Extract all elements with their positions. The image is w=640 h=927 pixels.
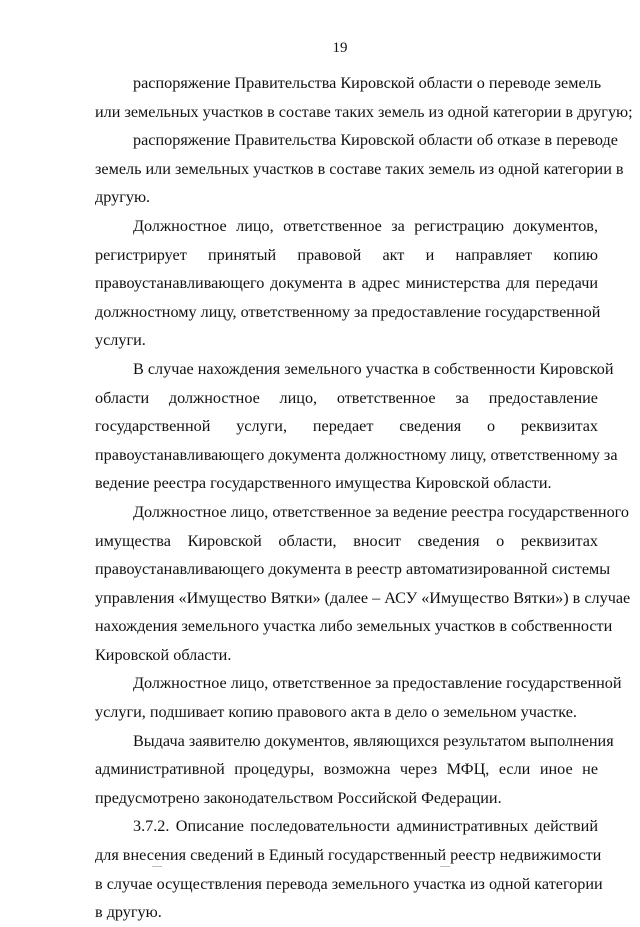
text-line: или земельных участков в составе таких земель из одной категории в другую; — [95, 102, 633, 121]
text-line: имущества Кировской области, вносит сведения о реквизитах — [95, 531, 598, 550]
text-line: услуги. — [95, 331, 146, 350]
text-line: в случае осуществления перевода земельного участка из одной категории — [95, 874, 603, 893]
text-line: Кировской области. — [95, 645, 232, 664]
text-line: земель или земельных участков в составе таких земель из одной категории в — [95, 159, 624, 178]
text-line: Должностное лицо, ответственное за предоставление государственной — [133, 674, 622, 693]
scan-artifact-mark — [152, 866, 162, 867]
text-line: регистрирует принятый правовой акт и направляет копию — [95, 245, 598, 264]
body-text — [95, 69, 633, 927]
text-line: другую. — [95, 188, 151, 207]
text-line: ведение реестра государственного имущества Кировской области. — [95, 474, 552, 493]
paragraph — [95, 812, 603, 926]
text-line: должностному лицу, ответственному за предоставление государственной — [95, 302, 601, 321]
paragraph — [95, 126, 624, 212]
paragraph — [95, 498, 631, 670]
paragraph — [95, 669, 622, 726]
text-line: в другую. — [95, 903, 162, 922]
text-line: распоряжение Правительства Кировской области об отказе в переводе — [133, 131, 618, 150]
text-line: правоустанавливающего документа в реестр автоматизированной системы — [95, 560, 611, 579]
paragraph — [95, 727, 614, 813]
text-line: предусмотрено законодательством Российской Федерации. — [95, 788, 502, 807]
text-line: области должностное лицо, ответственное за предоставление — [95, 388, 598, 407]
text-line: распоряжение Правительства Кировской области о переводе земель — [133, 74, 602, 92]
text-line: нахождения земельного участка либо земельных участков в собственности — [95, 617, 613, 636]
text-line: В случае нахождения земельного участка в собственности Кировской — [133, 359, 614, 378]
text-line: правоустанавливающего документа должностному лицу, ответственному за — [95, 445, 618, 464]
text-line: услуги, подшивает копию правового акта в дело о земельном участке. — [95, 703, 577, 722]
text-line: правоустанавливающего документа в адрес министерства для передачи — [95, 274, 598, 293]
text-line: для внесения сведений в Единый государственный реестр недвижимости — [95, 846, 602, 865]
text-line: управления «Имущество Вятки» (далее – АСУ «Имущество Вятки») в случае — [95, 588, 631, 607]
paragraph — [95, 69, 633, 126]
text-line: административной процедуры, возможна через МФЦ, если иное не — [95, 760, 598, 779]
text-line: Выдача заявителю документов, являющихся результатом выполнения — [133, 731, 614, 750]
text-line: 3.7.2. Описание последовательности административных действий — [133, 817, 598, 836]
paragraph — [95, 355, 618, 498]
scan-artifact-mark — [440, 866, 450, 867]
text-line: государственной услуги, передает сведения о реквизитах — [95, 417, 598, 436]
page-number: 19 — [332, 40, 348, 56]
text-line: Должностное лицо, ответственное за регистрацию документов, — [133, 216, 598, 235]
text-line: Должностное лицо, ответственное за ведение реестра государственного — [133, 502, 629, 521]
paragraph — [95, 212, 601, 355]
